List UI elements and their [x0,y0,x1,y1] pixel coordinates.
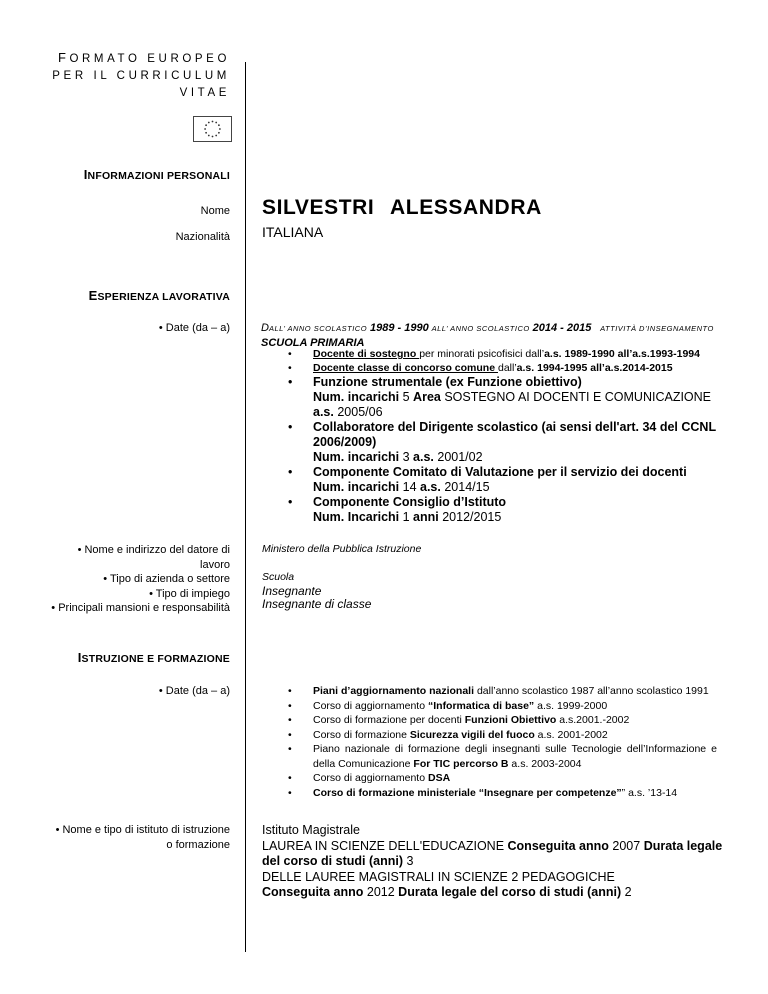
list-item: • Piani d’aggiornamento nazionali dall’anno scolastico 1987 all’anno scolastico 1991 [261,684,717,699]
column-divider [245,62,246,952]
list-item: • Piano nazionale di formazione degli insegnanti sulle Tecnologie dell’Informazione e della Comunicazione For TIC percorso B a.s. 2003-2004 [261,742,717,771]
list-item: • Componente Comitato di Valutazione per il servizio dei docenti Num. incarichi 14 a.s. 2014/15 [261,465,731,495]
eu-stars-icon [194,117,231,141]
list-item: • Docente di sostegno per minorati psicofisici dall’a.s. 1989-1990 all’a.s.1993-1994 [261,347,731,361]
header-line1-initial: F [57,50,70,65]
job-type-value: Insegnante [262,584,322,598]
institution-value: Istituto Magistrale LAUREA IN SCIENZE DELL'EDUCAZIONE Conseguita anno 2007 Durata legale del corso di studi (anni) 3 DELLE LAUREE MAGISTRALI IN SCIENZE 2 PEDAGOGICHE Conseguita anno 2012 Durata legale del corso di studi (anni) 2 [262,823,723,899]
header-line3: VITAE [179,87,230,99]
section-personal-info: INFORMAZIONI PERSONALI [83,167,230,182]
sector-value: Scuola [262,571,295,583]
eu-flag-logo [193,116,232,142]
list-item: • Funzione strumentale (ex Funzione obiettivo) Num. incarichi 5 Area SOSTEGNO AI DOCENTI E COMUNICAZIONE a.s. 2005/06 [261,375,731,420]
work-period-heading: DALL’ ANNO SCOLASTICO 1989 - 1990 ALL’ ANNO SCOLASTICO 2014 - 2015 ATTIVITÀ D’INSEGNAMENTO SCUOLA PRIMARIA [261,322,714,349]
list-item: • Corso di aggiornamento “Informatica di base” a.s. 1999-2000 [261,699,717,714]
institution-label: • Nome e tipo di istituto di istruzione o formazione [55,824,230,851]
cv-header-title [52,49,230,102]
work-activities-list [261,347,731,525]
list-item: • Collaboratore del Dirigente scolastico (ai sensi dell'art. 34 del CCNL 2006/2009) Num. incarichi 3 a.s. 2001/02 [261,420,731,465]
header-line1-rest: ORMATO EUROPEO [69,53,230,65]
nazionalita-label: Nazionalità [175,231,230,243]
header-line2: PER IL CURRICULUM [52,70,230,82]
list-item: • Corso di formazione ministeriale “Insegnare per competenze”” a.s. ’13-14 [261,786,717,801]
list-item: • Docente classe di concorso comune dall’a.s. 1994-1995 all’a.s.2014-2015 [261,361,731,375]
list-item: • Componente Consiglio d’Istituto Num. Incarichi 1 anni 2012/2015 [261,495,731,525]
education-list [261,684,717,800]
section-education: ISTRUZIONE E FORMAZIONE [77,650,230,665]
employer-value: Ministero della Pubblica Istruzione [262,543,422,555]
list-item: • Corso di formazione per docenti Funzioni Obiettivo a.s.2001.-2002 [261,713,717,728]
list-item: • Corso di aggiornamento DSA [261,771,717,786]
work-date-label: • Date (da – a) [158,322,230,334]
duties-value: Insegnante di classe [262,597,372,611]
edu-date-label: • Date (da – a) [158,685,230,697]
list-item: • Corso di formazione Sicurezza vigili del fuoco a.s. 2001-2002 [261,728,717,743]
full-name: SILVESTRI ALESSANDRA [262,196,542,219]
section-work-experience: ESPERIENZA LAVORATIVA [88,288,230,303]
employer-label: • Nome e indirizzo del datore di lavoro • Tipo di azienda o settore • Tipo di impiego • Principali mansioni e responsabilità [51,544,230,614]
nome-label: Nome [200,205,230,217]
nazionalita-value: ITALIANA [262,224,324,240]
